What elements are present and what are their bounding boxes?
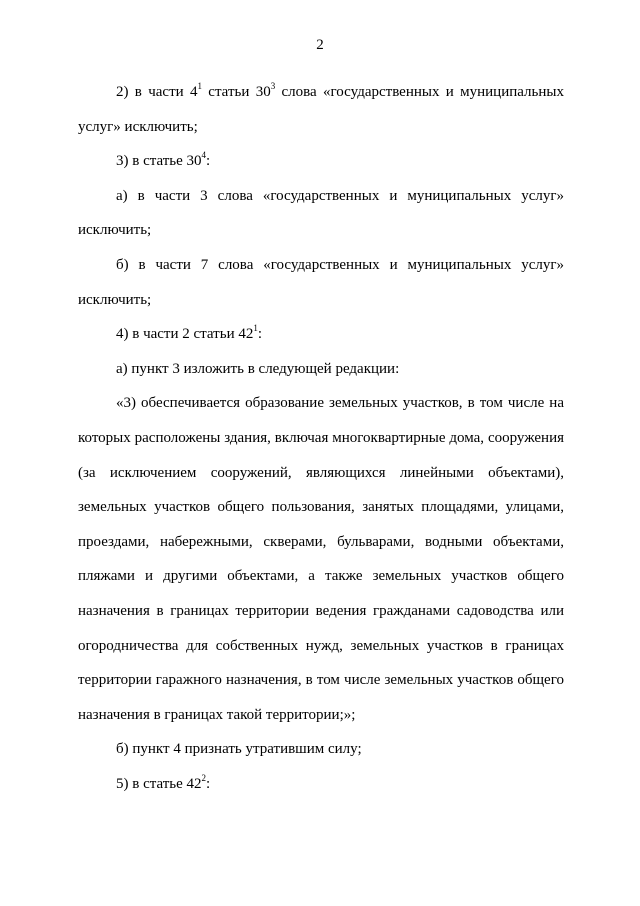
paragraph-9: 5) в статье $42^2$: — [116, 772, 211, 792]
superscript: 1 — [253, 323, 258, 334]
paragraph-6: а) пункт 3 изложить в следующей редакции: — [116, 360, 400, 377]
document-body — [78, 75, 564, 801]
paragraph-2: 3) в статье $30^4$: — [116, 150, 211, 170]
paragraph-7: «3) обеспечивается образование земельных участков, в том числе на которых расположены здания, включая многоквартирные дома, сооружения (за исключением сооружений, являющихся линейными объектами), земельных участков общего пользования, занятых площадями, улицами, проездами, набережными, скверами, бульварами, водными объектами, пляжами и другими объектами, а также земельных участков общего назначения в границах территории ведения гражданами садоводства или огородничества для собственных нужд, земельных участков в границах территории гаражного назначения, в том числе земельных участков общего назначения в границах такой территории;»; — [78, 395, 564, 723]
paragraph-3: а) в части 3 слова «государственных и муниципальных услуг» исключить; — [78, 187, 564, 239]
paragraph-4: б) в части 7 слова «государственных и муниципальных услуг» исключить; — [78, 256, 564, 308]
paragraph-1: 2) в части $4^1$ статьи $30^3$ слова «государственных и муниципальных услуг» исключить; — [78, 81, 564, 135]
paragraph-5: 4) в части 2 статьи $42^1$: — [116, 323, 263, 343]
superscript: 4 — [201, 150, 207, 161]
paragraph-8: б) пункт 4 признать утратившим силу; — [116, 741, 362, 758]
superscript: 1 — [197, 81, 202, 91]
superscript: 2 — [201, 772, 207, 783]
page-number: 2 — [316, 37, 324, 53]
superscript: 3 — [270, 81, 276, 91]
